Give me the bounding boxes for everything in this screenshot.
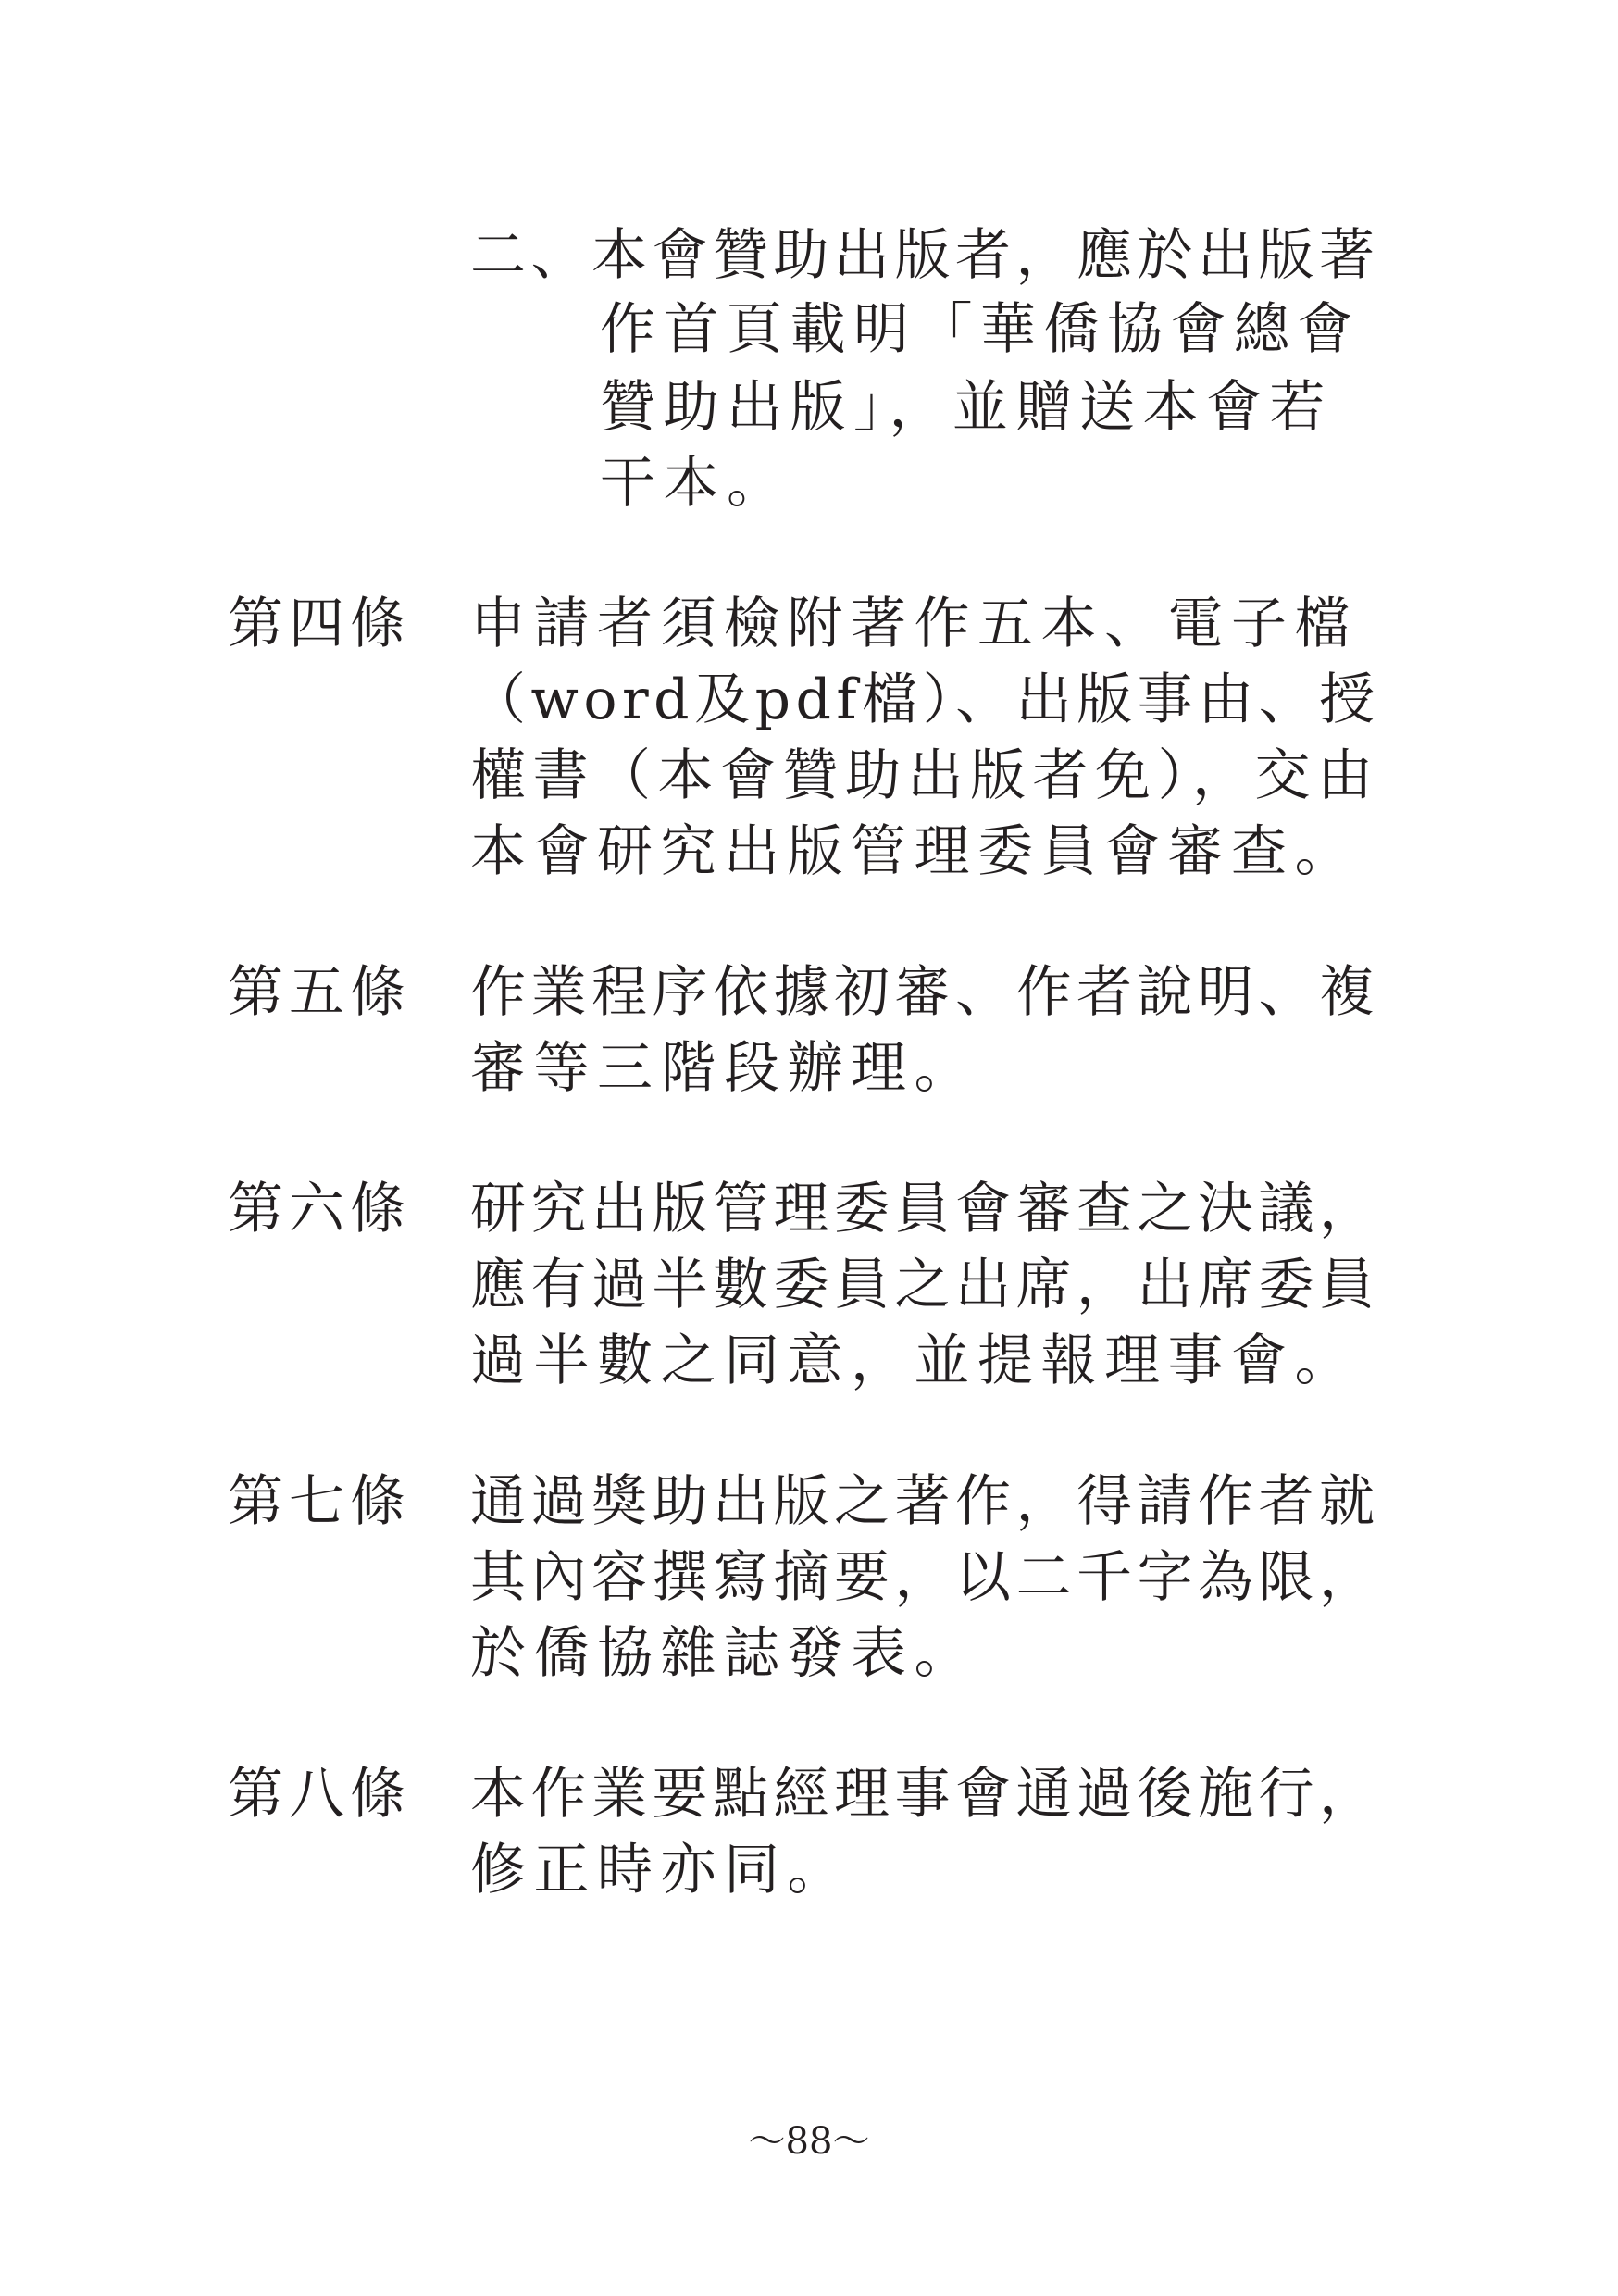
article-6-line-3: 過半數之同意，並提報理事會。 — [470, 1329, 1358, 1393]
article-6-line-1: 研究出版管理委員會審查之決議， — [470, 1177, 1380, 1242]
article-4-line-1: 申請者須檢附著作五本、電子檔 — [470, 592, 1358, 656]
article-7-label: 第七條 — [228, 1469, 411, 1534]
article-4-line-2: （word及pdf檔）、出版事由、授 — [470, 668, 1380, 732]
article-4-line-3: 權書（本會贊助出版者免），交由 — [470, 743, 1380, 808]
article-8-label: 第八條 — [228, 1762, 411, 1827]
article-4-label: 第四條 — [228, 592, 411, 656]
article-6-label: 第六條 — [228, 1177, 411, 1242]
clause-two-line-3: 贊助出版」，並贈送本會若 — [600, 375, 1333, 440]
article-8-line-1: 本作業要點經理事會通過後施行， — [470, 1762, 1380, 1827]
article-6-line-2: 應有過半數委員之出席，出席委員 — [470, 1253, 1380, 1317]
article-4-line-4: 本會研究出版管理委員會審查。 — [470, 819, 1358, 884]
page-number: ～88～ — [748, 2120, 870, 2163]
clause-two-line-4: 干本。 — [600, 451, 790, 516]
clause-two-line-2: 作首頁載明「華僑協會總會 — [600, 297, 1361, 362]
article-8-line-2: 修正時亦同。 — [470, 1838, 851, 1903]
article-5-line-1: 作業程序依據初審、作者說明、複 — [470, 960, 1380, 1025]
article-7-line-1: 通過獎助出版之著作，得請作者就 — [470, 1469, 1380, 1534]
article-5-label: 第五條 — [228, 960, 411, 1025]
article-5-line-2: 審等三階段辦理。 — [470, 1036, 977, 1101]
article-7-line-2: 其內容撰寫摘要，以二千字為限， — [470, 1545, 1380, 1610]
article-7-line-3: 於僑協雜誌發表。 — [470, 1621, 977, 1686]
clause-two-line-1: 二、本會贊助出版者，應於出版著 — [470, 223, 1380, 288]
